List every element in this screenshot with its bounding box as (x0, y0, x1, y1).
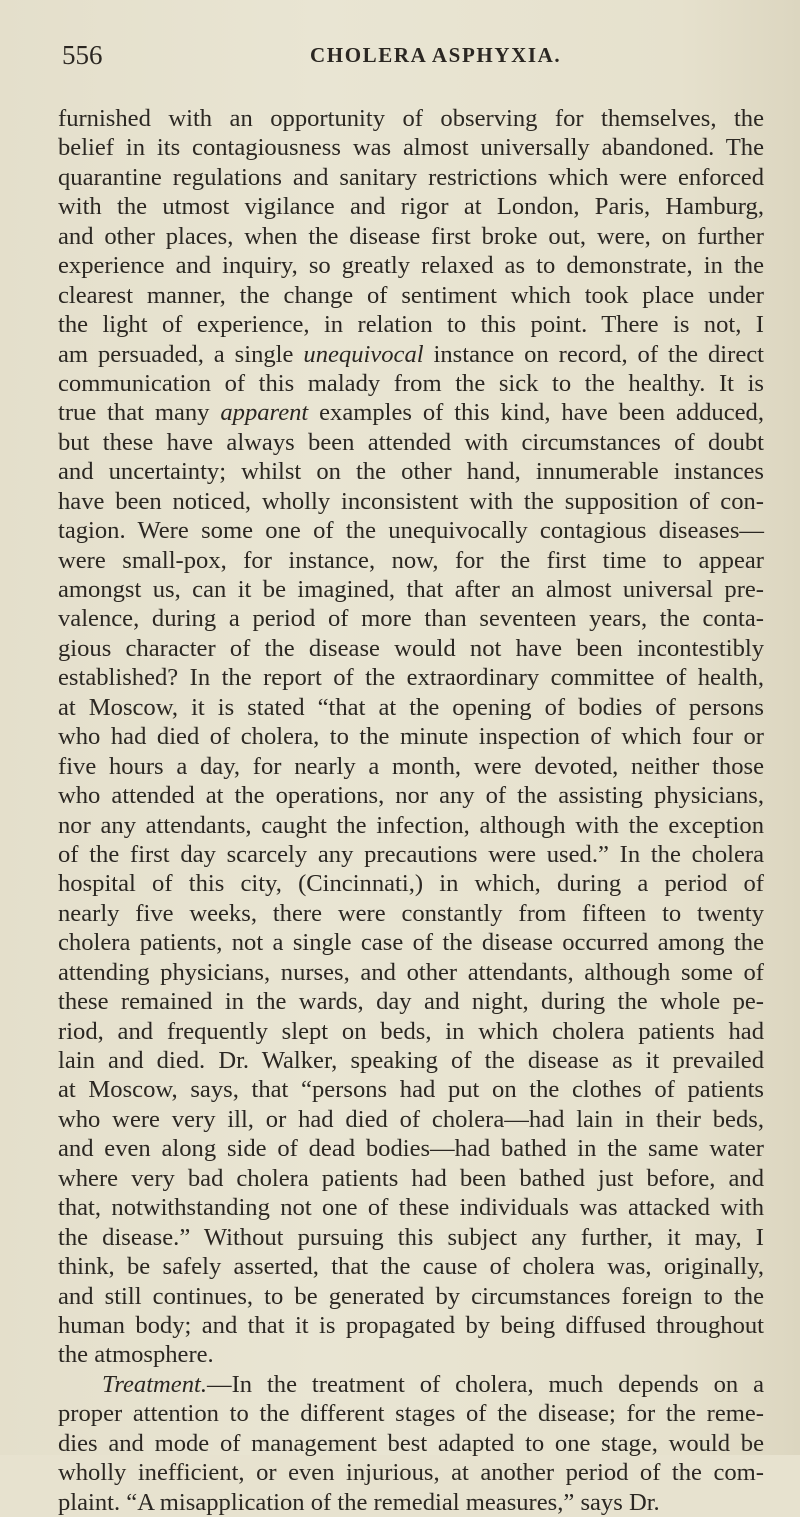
text-line: proper attention to the different stages of the disease; for the reme- (58, 1400, 764, 1428)
text-line: wholly inefficient, or even injurious, at another period of the com- (58, 1459, 764, 1487)
text-line: experience and inquiry, so greatly relaxed as to demonstrate, in the (58, 252, 764, 280)
text-line: and uncertainty; whilst on the other hand, innumerable instances (58, 458, 764, 486)
text-line: of the first day scarcely any precautions were used.” In the cholera (58, 840, 764, 868)
text-line: dies and mode of management best adapted to one stage, would be (58, 1429, 764, 1457)
text-line: tagion. Were some one of the unequivocally contagious diseases— (58, 517, 764, 545)
text-line: riod, and frequently slept on beds, in which cholera patients had (58, 1017, 764, 1045)
text-line: nearly five weeks, there were constantly from fifteen to twenty (58, 899, 764, 927)
page-number: 556 (62, 40, 103, 70)
text-line: valence, during a period of more than seventeen years, the conta- (58, 605, 764, 633)
text-line: established? In the report of the extraordinary committee of health, (58, 664, 764, 692)
text-line: and even along side of dead bodies—had bathed in the same water (58, 1135, 764, 1163)
text-line: that, notwithstanding not one of these individuals was attacked with (58, 1194, 764, 1222)
page-header (62, 40, 752, 80)
text-line: hospital of this city, (Cincinnati,) in which, during a period of (58, 870, 764, 898)
text-line: and other places, when the disease first broke out, were, on further (58, 222, 764, 250)
text-line: the disease.” Without pursuing this subject any further, it may, I (58, 1223, 764, 1251)
text-line: furnished with an opportunity of observing for themselves, the (58, 105, 764, 132)
text-line: these remained in the wards, day and night, during the whole pe- (58, 988, 764, 1016)
body-text (58, 104, 764, 1517)
text-line: five hours a day, for nearly a month, were devoted, neither those (58, 752, 764, 780)
text-line: quarantine regulations and sanitary restrictions which were enforced (58, 163, 764, 191)
text-line: who attended at the operations, nor any of the assisting physicians, (58, 782, 764, 810)
running-head: CHOLERA ASPHYXIA. (310, 43, 562, 67)
text-line: and still continues, to be generated by circumstances foreign to the (58, 1282, 764, 1310)
text-line: nor any attendants, caught the infection, although with the exception (58, 811, 764, 839)
text-line: where very bad cholera patients had been bathed just before, and (58, 1164, 764, 1192)
text-line: true that many apparent examples of this kind, have been adduced, (58, 399, 764, 427)
text-line: who were very ill, or had died of cholera—had lain in their beds, (58, 1105, 764, 1133)
text-line: but these have always been attended with circumstances of doubt (58, 428, 764, 456)
text-line: the atmosphere. (58, 1341, 214, 1369)
text-line: Treatment.—In the treatment of cholera, much depends on a (102, 1370, 764, 1398)
text-line: lain and died. Dr. Walker, speaking of the disease as it prevailed (58, 1047, 764, 1074)
text-line: with the utmost vigilance and rigor at London, Paris, Hamburg, (58, 193, 764, 221)
text-line: belief in its contagiousness was almost universally abandoned. The (58, 134, 764, 162)
text-line: at Moscow, says, that “persons had put on the clothes of patients (58, 1076, 764, 1104)
text-line: have been noticed, wholly inconsistent with the supposition of con- (58, 487, 764, 515)
text-line: am persuaded, a single unequivocal instance on record, of the direct (58, 340, 764, 368)
text-line: think, be safely asserted, that the cause of cholera was, originally, (58, 1253, 764, 1281)
text-line: plaint. “A misapplication of the remedial measures,” says Dr. (58, 1488, 660, 1516)
text-line: the light of experience, in relation to this point. There is not, I (58, 311, 764, 339)
text-line: cholera patients, not a single case of the disease occurred among the (58, 929, 764, 957)
text-line: amongst us, can it be imagined, that after an almost universal pre- (58, 576, 764, 603)
text-line: at Moscow, it is stated “that at the opening of bodies of persons (58, 693, 764, 721)
text-line: who had died of cholera, to the minute inspection of which four or (58, 723, 764, 751)
text-line: attending physicians, nurses, and other attendants, although some of (58, 958, 764, 986)
text-line: gious character of the disease would not have been incontestibly (58, 634, 764, 662)
text-line: human body; and that it is propagated by being diffused throughout (58, 1311, 764, 1339)
text-line: clearest manner, the change of sentiment which took place under (58, 281, 764, 309)
text-line: were small-pox, for instance, now, for the first time to appear (58, 546, 764, 574)
text-line: communication of this malady from the sick to the healthy. It is (58, 369, 764, 397)
